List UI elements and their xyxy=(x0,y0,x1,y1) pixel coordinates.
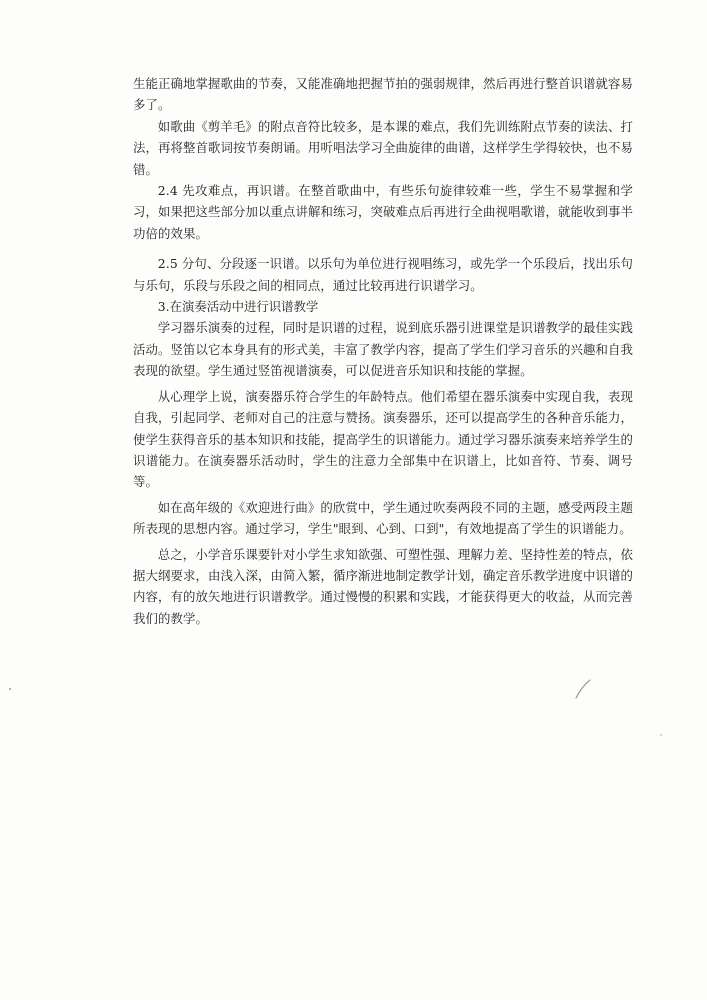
paragraph-psychology: 从心理学上说，演奏器乐符合学生的年龄特点。他们希望在器乐演奏中实现自我，表现自我，引起同学、老师对自己的注意与赞扬。演奏器乐，还可以提高学生的各种音乐能力，使学生获得音乐的基本知识和技能，提高学生的识谱能力。通过学习器乐演奏来培养学生的识谱能力。在演奏器乐活动时，学生的注意力全部集中在识谱上，比如音符、节奏、调号等。 xyxy=(133,388,633,490)
paragraph-2-4: 2.4 先攻难点，再识谱。在整首歌曲中，有些乐句旋律较难一些，学生不易掌握和学习，如果把这些部分加以重点讲解和练习，突破难点后再进行全曲视唱歌谱，就能收到事半功倍的效果。 xyxy=(133,183,633,241)
paragraph-conclusion: 总之，小学音乐课要针对小学生求知欲强、可塑性强、理解力差、坚持性差的特点，依据大纲要求，由浅入深，由简入繁，循序渐进地制定教学计划，确定音乐教学进度中识谱的内容，有的放矢地进行识谱教学。通过慢慢的积累和实践，才能获得更大的收益，从而完善我们的教学。 xyxy=(133,546,633,626)
speck-mark xyxy=(660,734,662,736)
paragraph-welcome-march: 如在高年级的《欢迎进行曲》的欣赏中，学生通过吹奏两段不同的主题，感受两段主题所表现的思想内容。通过学习，学生"眼到、心到、口到"，有效地提高了学生的识谱能力。 xyxy=(133,499,633,537)
speck-mark xyxy=(9,688,11,690)
paragraph-continuation: 生能正确地掌握歌曲的节奏，又能准确地把握节拍的强弱规律，然后再进行整首识谱就容易多了。 xyxy=(133,76,633,113)
paragraph-example-jianyangmao: 如歌曲《剪羊毛》的附点音符比较多，是本课的难点，我们先训练附点节奏的读法、打法，再将整首歌词按节奏朗诵。用听唱法学习全曲旋律的曲谱，这样学生学得较快，也不易错。 xyxy=(133,118,633,177)
pen-stroke-mark xyxy=(574,678,592,700)
paragraph-instrument-practice: 学习器乐演奏的过程，同时是识谱的过程，说到底乐器引进课堂是识谱教学的最佳实践活动。竖笛以它本身具有的形式美，丰富了教学内容，提高了学生们学习音乐的兴趣和自我表现的欲望。学生通过竖笛视谱演奏，可以促进音乐知识和技能的掌握。 xyxy=(133,320,633,379)
document-body xyxy=(133,73,633,629)
paragraph-2-5: 2.5 分句、分段逐一识谱。以乐句为单位进行视唱练习，或先学一个乐段后，找出乐句与乐句，乐段与乐段之间的相同点，通过比较再进行识谱学习。 xyxy=(133,256,633,293)
section-heading-3: 3.在演奏活动中进行识谱教学 xyxy=(157,299,319,315)
